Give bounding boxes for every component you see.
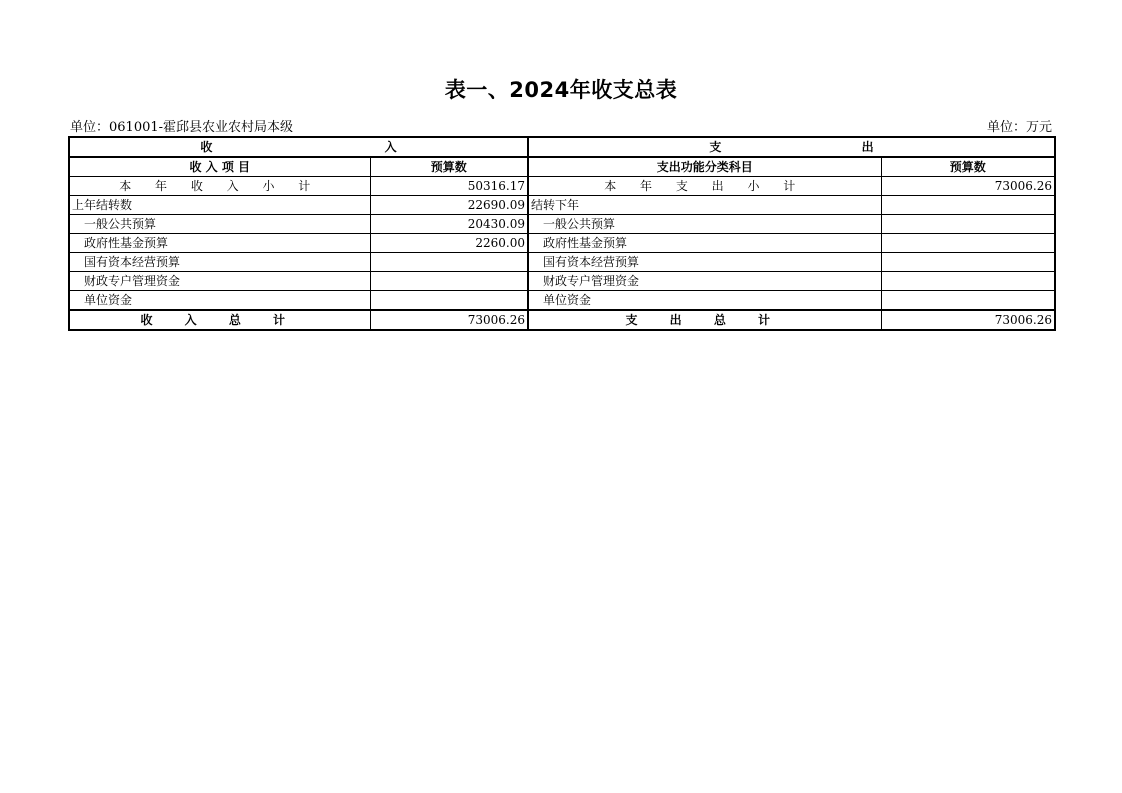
income-value bbox=[370, 272, 528, 291]
income-value bbox=[370, 253, 528, 272]
expense-item: 一般公共预算 bbox=[528, 215, 881, 234]
income-value: 20430.09 bbox=[370, 215, 528, 234]
expense-item: 政府性基金预算 bbox=[528, 234, 881, 253]
col-header-income-item: 收 入 项 目 bbox=[69, 157, 370, 177]
expense-value: 73006.26 bbox=[881, 177, 1055, 196]
income-item: 国有资本经营预算 bbox=[69, 253, 370, 272]
expense-total-value: 73006.26 bbox=[881, 310, 1055, 330]
table-row bbox=[69, 272, 1055, 291]
section-header-row bbox=[69, 137, 1055, 157]
expense-total-label: 支 出 总 计 bbox=[528, 310, 881, 330]
table-row bbox=[69, 291, 1055, 311]
expense-value bbox=[881, 291, 1055, 311]
income-value: 50316.17 bbox=[370, 177, 528, 196]
table-row bbox=[69, 234, 1055, 253]
page-title: 表一、2024年收支总表 bbox=[444, 78, 678, 102]
expense-value bbox=[881, 196, 1055, 215]
income-item: 本 年 收 入 小 计 bbox=[69, 177, 370, 196]
expense-item: 财政专户管理资金 bbox=[528, 272, 881, 291]
table-row bbox=[69, 215, 1055, 234]
currency-unit-label: 单位：万元 bbox=[986, 120, 1052, 135]
expense-section-header: 支 出 bbox=[528, 137, 1055, 157]
expense-value bbox=[881, 215, 1055, 234]
income-value: 22690.09 bbox=[370, 196, 528, 215]
expense-value bbox=[881, 234, 1055, 253]
col-header-income-budget: 预算数 bbox=[370, 157, 528, 177]
expense-item: 单位资金 bbox=[528, 291, 881, 311]
unit-label: 单位：061001-霍邱县农业农村局本级 bbox=[70, 120, 294, 135]
table-row bbox=[69, 177, 1055, 196]
income-item: 单位资金 bbox=[69, 291, 370, 311]
col-header-expense-budget: 预算数 bbox=[881, 157, 1055, 177]
income-item: 政府性基金预算 bbox=[69, 234, 370, 253]
income-value bbox=[370, 291, 528, 311]
expense-value bbox=[881, 272, 1055, 291]
income-total-label: 收 入 总 计 bbox=[69, 310, 370, 330]
income-total-value: 73006.26 bbox=[370, 310, 528, 330]
expense-item: 结转下年 bbox=[528, 196, 881, 215]
income-item: 上年结转数 bbox=[69, 196, 370, 215]
column-header-row bbox=[69, 157, 1055, 177]
income-item: 财政专户管理资金 bbox=[69, 272, 370, 291]
expense-value bbox=[881, 253, 1055, 272]
income-item: 一般公共预算 bbox=[69, 215, 370, 234]
table-row bbox=[69, 253, 1055, 272]
expense-item: 本 年 支 出 小 计 bbox=[528, 177, 881, 196]
col-header-expense-item: 支出功能分类科目 bbox=[528, 157, 881, 177]
income-section-header: 收 入 bbox=[69, 137, 528, 157]
budget-summary-table bbox=[68, 136, 1056, 331]
income-value: 2260.00 bbox=[370, 234, 528, 253]
expense-item: 国有资本经营预算 bbox=[528, 253, 881, 272]
table-row bbox=[69, 196, 1055, 215]
total-row bbox=[69, 310, 1055, 330]
